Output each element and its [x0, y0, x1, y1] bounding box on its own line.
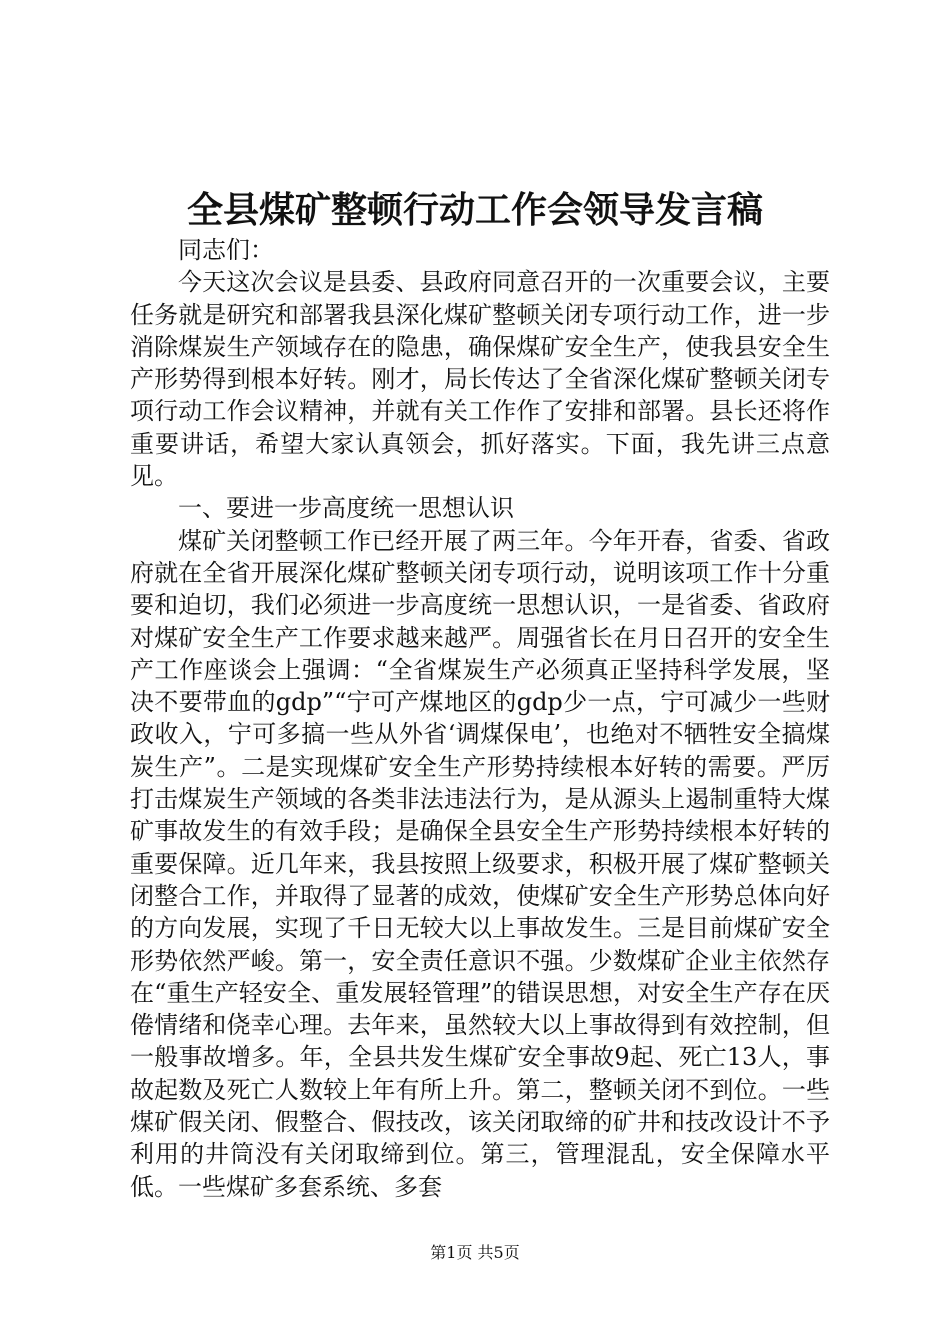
page-number-footer: 第1页 共5页 — [430, 1243, 520, 1262]
salutation-paragraph: 同志们： — [178, 236, 274, 264]
body-paragraph: 今天这次会议是县委、县政府同意召开的一次重要会议，主要任务就是研究和部署我县深化煤矿整顿关闭专项行动工作，进一步消除煤炭生产领域存在的隐患，确保煤矿安全生产，使我县安全生产形势得到根本好转。刚才，局长传达了全省深化煤矿整顿关闭专项行动工作会议精神，并就有关工作作了安排和部署。县长还将作重要讲话，希望大家认真领会，抓好落实。下面，我先讲三点意见。 — [130, 268, 830, 491]
body-paragraph: 煤矿关闭整顿工作已经开展了两三年。今年开春，省委、省政府就在全省开展深化煤矿整顿关闭专项行动，说明该项工作十分重要和迫切，我们必须进一步高度统一思想认识，一是省委、省政府对煤矿安全生产工作要求越来越严。周强省长在月日召开的安全生产工作座谈会上强调：“全省煤炭生产必须真正坚持科学发展，坚决不要带血的gdp”“宁可产煤地区的gdp少一点，宁可减少一些财政收入，宁可多搞一些从外省‘调煤保电’，也绝对不牺牲安全搞煤炭生产”。二是实现煤矿安全生产形势持续根本好转的需要。严厉打击煤炭生产领域的各类非法违法行为，是从源头上遏制重特大煤矿事故发生的有效手段；是确保全县安全生产形势持续根本好转的重要保障。近几年来，我县按照上级要求，积极开展了煤矿整顿关闭整合工作，并取得了显著的成效，使煤矿安全生产形势总体向好的方向发展，实现了千日无较大以上事故发生。三是目前煤矿安全形势依然严峻。第一，安全责任意识不强。少数煤矿企业主依然存在“重生产轻安全、重发展轻管理”的错误思想，对安全生产存在厌倦情绪和侥幸心理。去年来，虽然较大以上事故得到有效控制，但一般事故增多。年，全县共发生煤矿安全事故9起、死亡13人，事故起数及死亡人数较上年有所上升。第二，整顿关闭不到位。一些煤矿假关闭、假整合、假技改，该关闭取缔的矿井和技改设计不予利用的井筒没有关闭取缔到位。第三，管理混乱，安全保障水平低。一些煤矿多套系统、多套 — [130, 526, 830, 1201]
section-heading: 一、要进一步高度统一思想认识 — [178, 494, 514, 523]
document-title: 全县煤矿整顿行动工作会领导发言稿 — [186, 189, 763, 231]
document-body — [130, 234, 830, 1203]
